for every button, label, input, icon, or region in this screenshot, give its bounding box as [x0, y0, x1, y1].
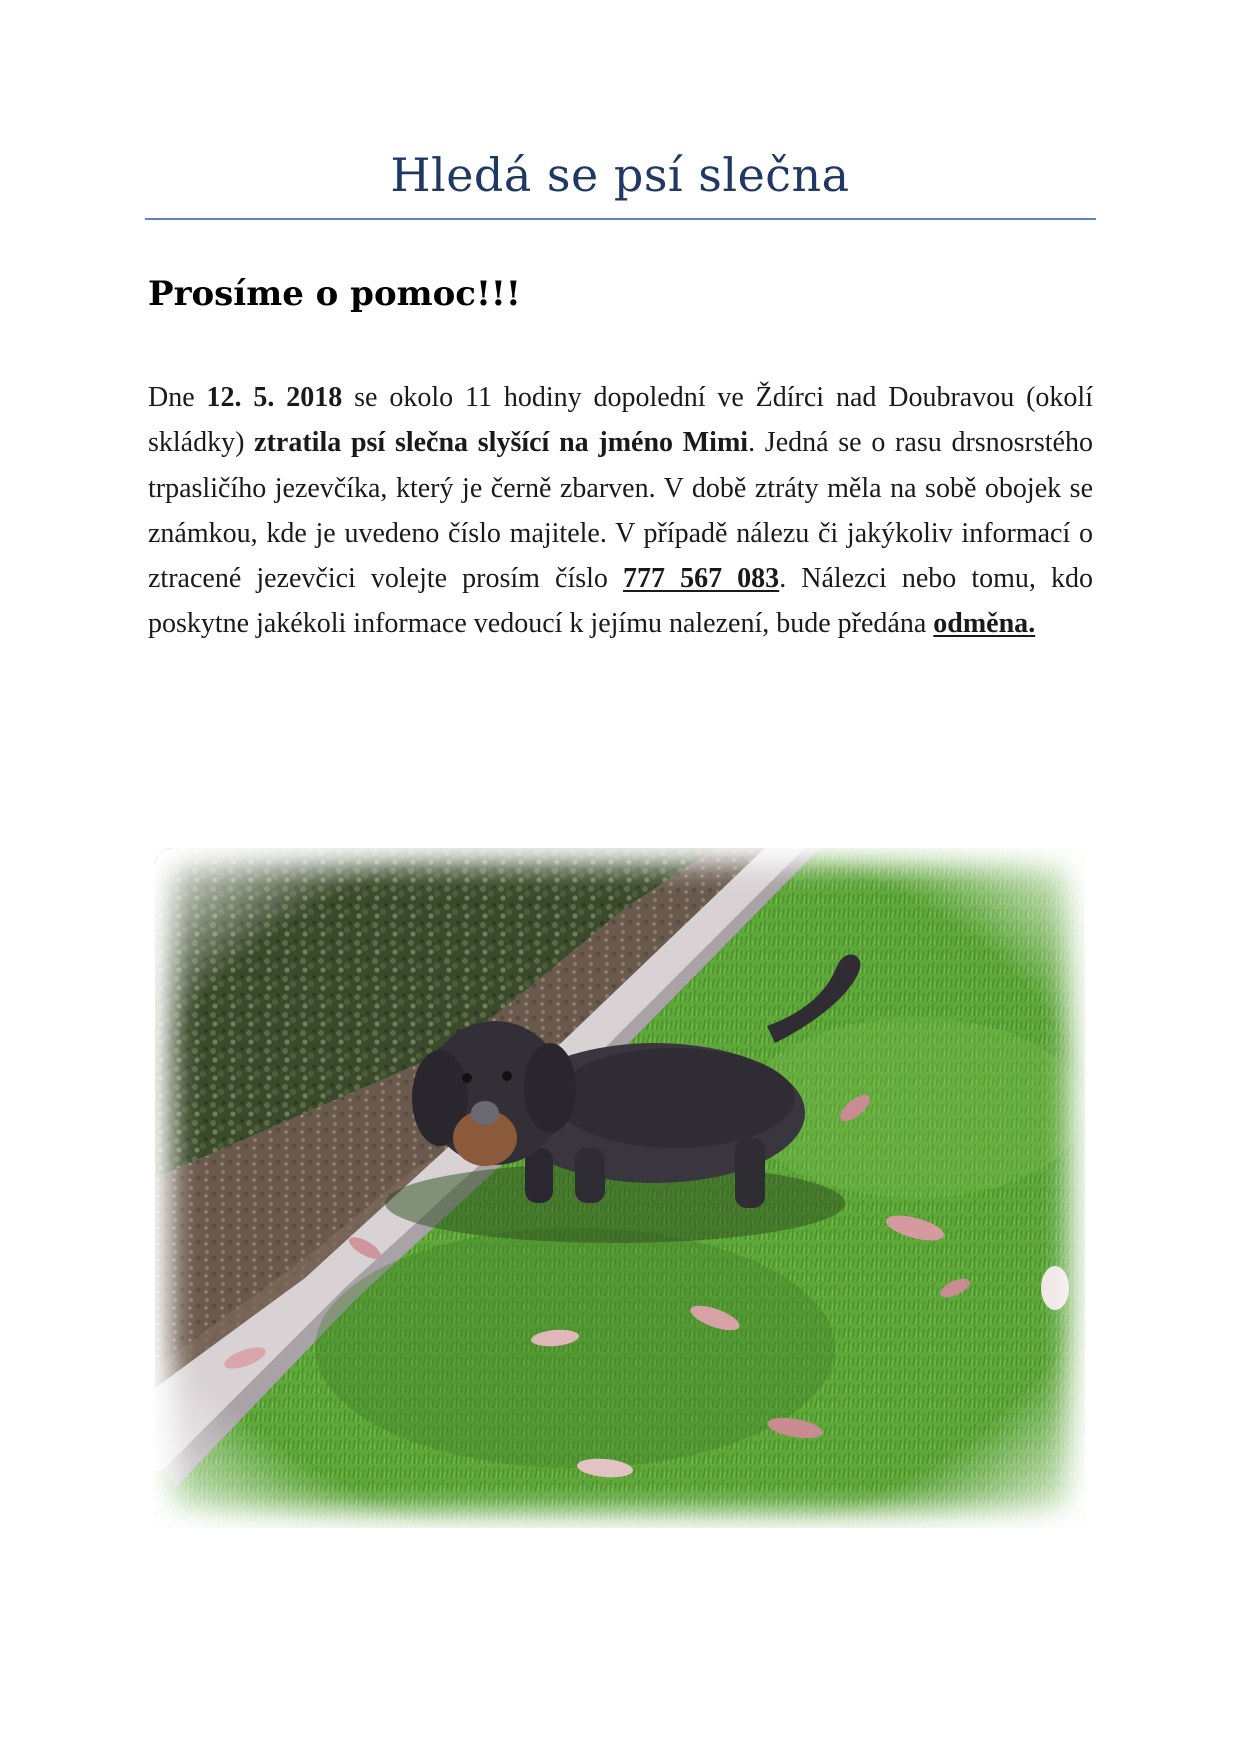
- paragraph-text-3: . Jedná se o rasu drsnosrstého trpasličího jezevčíka, který je černě zbarven. V době ztráty měla na sobě obojek se známkou, kde je uvedeno číslo majitele. V případě nálezu či jakýkoliv informací o ztracené jezevčici volejte prosím číslo: [148, 427, 1093, 595]
- subheading: Prosíme o pomoc!!!: [148, 274, 521, 314]
- paragraph-text-5: .: [1028, 608, 1036, 640]
- lost-dog-phrase: ztratila psí slečna slyšící na jméno Mimi: [254, 427, 749, 459]
- paragraph-text-1: Dne: [148, 382, 207, 413]
- description-paragraph: [148, 375, 1093, 647]
- title-underline-rule: [145, 218, 1096, 220]
- paragraph-text-4: . Nálezci nebo tomu, kdo poskytne jakékoli informace vedoucí k jejímu nalezení, bude předána: [148, 563, 1094, 640]
- paragraph-text-2: se okolo 11 hodiny dopolední ve Ždírci nad Doubravou (okolí skládky): [148, 382, 1093, 459]
- phone-number: 777 567 083: [623, 563, 780, 595]
- reward-word: odměna: [933, 608, 1029, 640]
- dog-photo: [155, 848, 1085, 1528]
- lost-date: 12. 5. 2018: [206, 382, 343, 413]
- page-title: Hledá se psí slečna: [390, 148, 850, 202]
- dog-photo-illustration: [155, 848, 1085, 1528]
